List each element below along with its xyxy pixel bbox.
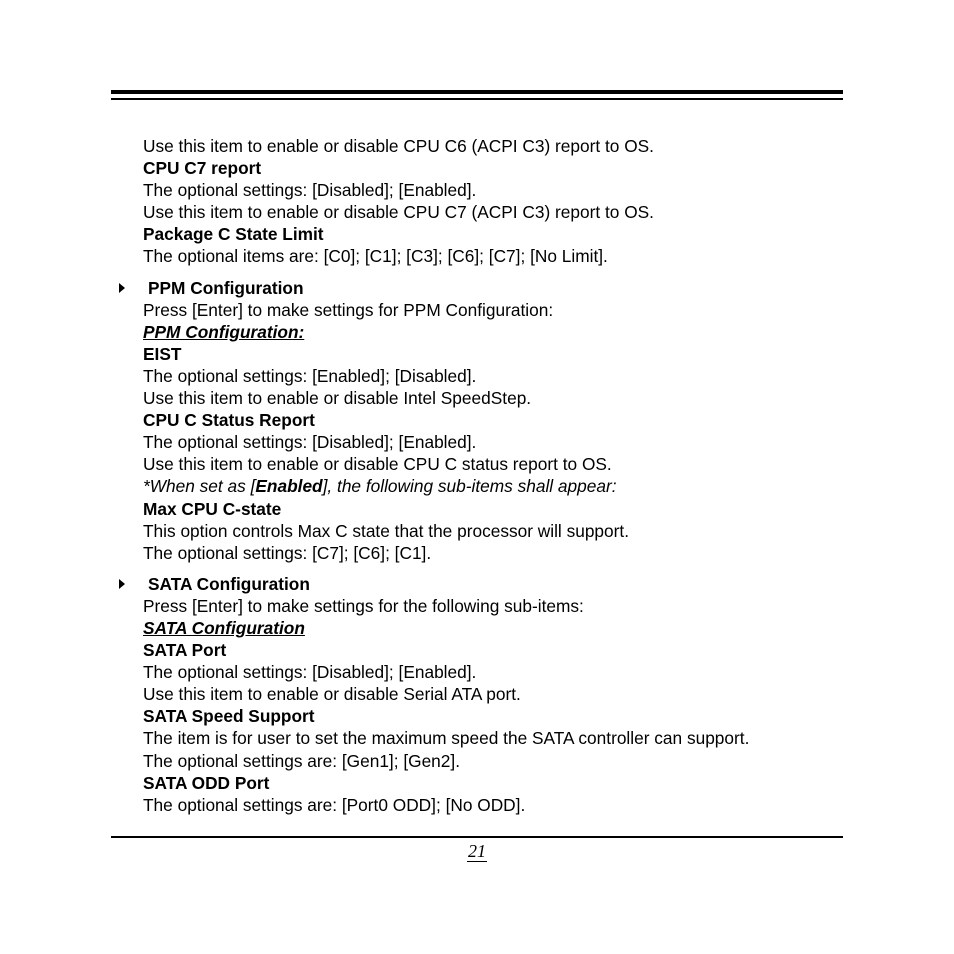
sub-items-note: *When set as [Enabled], the following sub-items shall appear: xyxy=(143,476,617,497)
sata-odd-port-settings: The optional settings are: [Port0 ODD]; [No ODD]. xyxy=(143,794,526,815)
sata-port-settings: The optional settings: [Disabled]; [Enabled]. xyxy=(143,662,477,683)
sata-heading-label: SATA Configuration xyxy=(148,573,310,594)
sata-press-enter: Press [Enter] to make settings for the following sub-items: xyxy=(143,595,584,616)
sata-configuration-heading xyxy=(0,573,954,595)
max-cpu-c-state-settings: The optional settings: [C7]; [C6]; [C1]. xyxy=(143,542,432,563)
eist-title: EIST xyxy=(143,343,182,364)
page-number: 21 xyxy=(468,841,486,861)
ppm-heading-label: PPM Configuration xyxy=(148,277,304,298)
c7-report-settings: The optional settings: [Disabled]; [Enabled]. xyxy=(143,180,477,201)
footer-rule xyxy=(111,836,843,838)
package-c-state-items: The optional items are: [C0]; [C1]; [C3]; [C6]; [C7]; [No Limit]. xyxy=(143,246,608,267)
sata-port-description: Use this item to enable or disable Serial ATA port. xyxy=(143,684,521,705)
sata-speed-title: SATA Speed Support xyxy=(143,706,315,727)
eist-description: Use this item to enable or disable Intel SpeedStep. xyxy=(143,388,532,409)
sata-speed-description: The item is for user to set the maximum speed the SATA controller can support. xyxy=(143,728,750,749)
header-rule-thin xyxy=(111,98,843,100)
c7-report-description: Use this item to enable or disable CPU C7 (ACPI C3) report to OS. xyxy=(143,202,654,223)
sata-port-title: SATA Port xyxy=(143,640,227,661)
ppm-configuration-heading xyxy=(0,277,954,299)
header-rule-thick xyxy=(111,90,843,94)
sata-subheading: SATA Configuration xyxy=(143,617,305,638)
ppm-press-enter: Press [Enter] to make settings for PPM Configuration: xyxy=(143,299,554,320)
cpu-c-status-title: CPU C Status Report xyxy=(143,410,315,431)
max-cpu-c-state-title: Max CPU C-state xyxy=(143,498,282,519)
package-c-state-title: Package C State Limit xyxy=(143,224,324,245)
sata-odd-port-title: SATA ODD Port xyxy=(143,772,270,793)
cpu-c-status-description: Use this item to enable or disable CPU C status report to OS. xyxy=(143,454,612,475)
sata-speed-settings: The optional settings are: [Gen1]; [Gen2]. xyxy=(143,750,461,771)
page-content xyxy=(0,135,954,816)
eist-settings: The optional settings: [Enabled]; [Disabled]. xyxy=(143,365,477,386)
triangle-right-icon xyxy=(119,283,125,293)
ppm-subheading: PPM Configuration: xyxy=(143,321,305,342)
c7-report-title: CPU C7 report xyxy=(143,158,262,179)
c6-description: Use this item to enable or disable CPU C6 (ACPI C3) report to OS. xyxy=(143,136,654,156)
cpu-c-status-settings: The optional settings: [Disabled]; [Enabled]. xyxy=(143,432,477,453)
max-cpu-c-state-description: This option controls Max C state that the processor will support. xyxy=(143,520,630,541)
triangle-right-icon xyxy=(119,579,125,589)
